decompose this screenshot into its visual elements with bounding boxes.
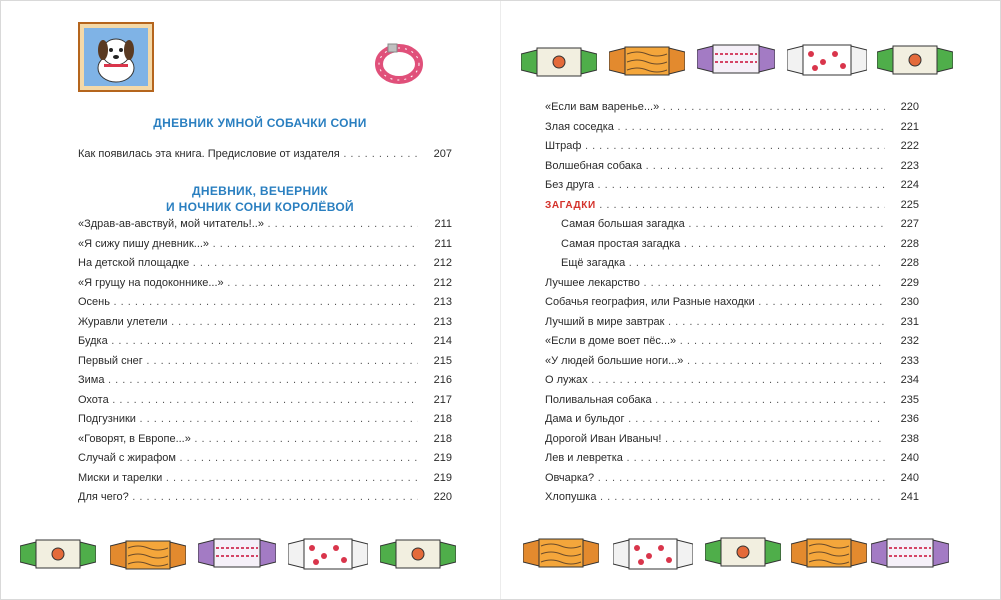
subsection-title-line1: ДНЕВНИК, ВЕЧЕРНИК: [192, 184, 328, 198]
toc-entry-page: 241: [900, 491, 919, 503]
toc-entry-page: 231: [900, 315, 919, 328]
toc-entry[interactable]: [545, 488, 919, 508]
toc-entry-title: Штраф: [545, 140, 582, 152]
green-candy-icon: [521, 44, 597, 80]
toc-entry[interactable]: [545, 118, 919, 138]
toc-entry-title: Злая соседка: [545, 120, 614, 133]
toc-entry[interactable]: [78, 410, 452, 430]
toc-entry-page: 224: [900, 179, 919, 191]
toc-entry-page: 228: [900, 257, 919, 269]
toc-entry[interactable]: [78, 215, 452, 235]
section-title: ДНЕВНИК УМНОЙ СОБАЧКИ СОНИ: [153, 116, 367, 130]
toc-entry[interactable]: [545, 332, 919, 352]
toc-entry-title: Будка: [78, 335, 108, 347]
toc-entry[interactable]: [545, 235, 919, 255]
toc-entry-title: Самая простая загадка: [561, 237, 681, 250]
toc-entry-page: 234: [900, 374, 919, 386]
toc-entry-page: 213: [433, 296, 452, 308]
toc-entry[interactable]: [545, 449, 919, 469]
toc-entry-page: 223: [900, 159, 919, 172]
toc-entry-title: «Я грущу на подоконнике...»: [78, 276, 224, 289]
toc-entry-title: «Здрав-ав-авствуй, мой читатель!..»: [78, 218, 264, 230]
toc-entry-page: 240: [900, 452, 919, 464]
toc-entry[interactable]: [545, 157, 919, 177]
toc-entry-title: Первый снег: [78, 354, 143, 367]
polka-dot-candy-icon: [288, 536, 368, 572]
polka-dot-candy-icon: [613, 536, 693, 572]
toc-entry-page: 222: [900, 140, 919, 152]
toc-entry-title: «Если в доме воет пёс...»: [545, 335, 677, 347]
toc-entry-title: Дама и бульдог: [545, 413, 625, 425]
toc-entry[interactable]: [78, 293, 452, 313]
toc-entry-page: 225: [900, 198, 919, 211]
toc-entry[interactable]: [78, 430, 452, 450]
toc-entry[interactable]: [78, 332, 452, 352]
toc-entry-page: 233: [900, 354, 919, 367]
toc-entry-title: Дорогой Иван Иваныч!: [545, 432, 662, 445]
left-page: [0, 0, 500, 600]
toc-entry-title: Овчарка?: [545, 471, 595, 484]
toc-entry-title: Для чего?: [78, 491, 129, 503]
green-candy-icon: [20, 536, 96, 572]
toc-entry[interactable]: [545, 293, 919, 313]
toc-entry[interactable]: [78, 352, 452, 372]
green-candy-icon: [380, 536, 456, 572]
toc-entry-page: 235: [900, 393, 919, 406]
toc-entry-page: 212: [433, 257, 452, 269]
toc-entry-page: 238: [900, 432, 919, 445]
toc-entry-title: «Я сижу пишу дневник...»: [78, 237, 210, 250]
green-candy-icon: [705, 534, 781, 570]
toc-entry-page: 211: [434, 218, 452, 230]
toc-entry[interactable]: [545, 98, 919, 118]
toc-entry-page: 207: [433, 148, 452, 160]
toc-entry-title: На детской площадке: [78, 257, 190, 269]
toc-entry-title: Зима: [78, 374, 105, 386]
dog-portrait-illustration: [78, 22, 154, 92]
toc-entry[interactable]: [78, 235, 452, 255]
toc-entry[interactable]: [545, 254, 919, 274]
toc-entry[interactable]: [78, 391, 452, 411]
toc-entry-title: Лучшее лекарство: [545, 276, 640, 289]
toc-entry-page: 229: [900, 276, 919, 289]
toc-entry-page: 214: [433, 335, 452, 347]
subsection-title-line2: И НОЧНИК СОНИ КОРОЛЁВОЙ: [166, 200, 354, 214]
toc-entry-title: Как появилась эта книга. Предисловие от издателя: [78, 148, 340, 160]
purple-candy-icon: [697, 42, 775, 76]
right-page: [501, 0, 1001, 600]
toc-entry[interactable]: [545, 215, 919, 235]
toc-entry-title: ЗАГАДКИ: [545, 199, 596, 211]
toc-entry[interactable]: [545, 371, 919, 391]
toc-right-list: [545, 98, 919, 508]
toc-entry-title: Случай с жирафом: [78, 452, 176, 464]
toc-entry[interactable]: [78, 313, 452, 333]
toc-entry-title: Подгузники: [78, 413, 136, 425]
toc-entry[interactable]: [545, 410, 919, 430]
toc-entry-title: Самая большая загадка: [561, 218, 685, 230]
toc-entry-title: О лужах: [545, 374, 588, 386]
toc-entry-title: Без друга: [545, 179, 594, 191]
toc-entry-title: «Если вам варенье...»: [545, 101, 660, 113]
toc-entry-page: 212: [433, 276, 452, 289]
toc-entry-page: 221: [900, 120, 919, 133]
orange-candy-icon: [609, 44, 685, 78]
subsection-title: [150, 183, 370, 215]
toc-entry-title: Охота: [78, 393, 109, 406]
toc-entry[interactable]: [78, 488, 452, 508]
toc-entry[interactable]: [545, 391, 919, 411]
toc-entry-title: Хлопушка: [545, 491, 597, 503]
toc-entry-title: Собачья география, или Разные находки: [545, 296, 755, 308]
toc-entry-title: Лучший в мире завтрак: [545, 315, 665, 328]
pink-collar-illustration: [374, 38, 424, 88]
toc-entry[interactable]: [78, 145, 452, 165]
toc-entry-page: 240: [900, 471, 919, 484]
toc-entry-page: 220: [900, 101, 919, 113]
orange-candy-icon: [110, 538, 186, 572]
toc-entry-page: 227: [900, 218, 919, 230]
toc-entry-title: «У людей большие ноги...»: [545, 354, 684, 367]
toc-entry-page: 216: [433, 374, 452, 386]
toc-entry-page: 213: [433, 315, 452, 328]
toc-entry[interactable]: [545, 137, 919, 157]
toc-entry-page: 219: [433, 471, 452, 484]
toc-entry-title: Ещё загадка: [561, 257, 626, 269]
toc-entry-page: 219: [433, 452, 452, 464]
toc-entry-title: Осень: [78, 296, 110, 308]
toc-entry-page: 211: [434, 237, 452, 250]
toc-entry-page: 217: [433, 393, 452, 406]
toc-section-heading[interactable]: [545, 196, 919, 216]
toc-entry-title: Поливальная собака: [545, 393, 652, 406]
toc-entry-page: 236: [900, 413, 919, 425]
toc-entry[interactable]: [545, 176, 919, 196]
toc-entry-title: «Говорят, в Европе...»: [78, 432, 191, 445]
toc-entry-page: 228: [900, 237, 919, 250]
toc-entry-title: Лев и левретка: [545, 452, 623, 464]
toc-entry-page: 218: [433, 413, 452, 425]
toc-entry[interactable]: [78, 371, 452, 391]
toc-entry-title: Волшебная собака: [545, 159, 643, 172]
purple-candy-icon: [198, 536, 276, 570]
toc-left-list: [78, 215, 452, 508]
toc-entry-title: Миски и тарелки: [78, 471, 163, 484]
green-candy-icon: [877, 42, 953, 78]
toc-entry[interactable]: [78, 449, 452, 469]
toc-entry[interactable]: [545, 274, 919, 294]
toc-entry[interactable]: [78, 254, 452, 274]
toc-entry-page: 232: [900, 335, 919, 347]
purple-candy-icon: [871, 536, 949, 570]
toc-entry[interactable]: [78, 274, 452, 294]
polka-dot-candy-icon: [787, 42, 867, 78]
toc-entry[interactable]: [545, 352, 919, 372]
toc-entry-page: 218: [433, 432, 452, 445]
toc-entry[interactable]: [78, 469, 452, 489]
orange-candy-icon: [523, 536, 599, 570]
toc-intro: [78, 145, 452, 165]
toc-entry-title: Журавли улетели: [78, 315, 168, 328]
toc-entry[interactable]: [545, 469, 919, 489]
toc-entry[interactable]: [545, 313, 919, 333]
toc-entry-page: 230: [900, 296, 919, 308]
toc-entry-page: 220: [433, 491, 452, 503]
orange-candy-icon: [791, 536, 867, 570]
toc-entry-page: 215: [433, 354, 452, 367]
toc-entry[interactable]: [545, 430, 919, 450]
